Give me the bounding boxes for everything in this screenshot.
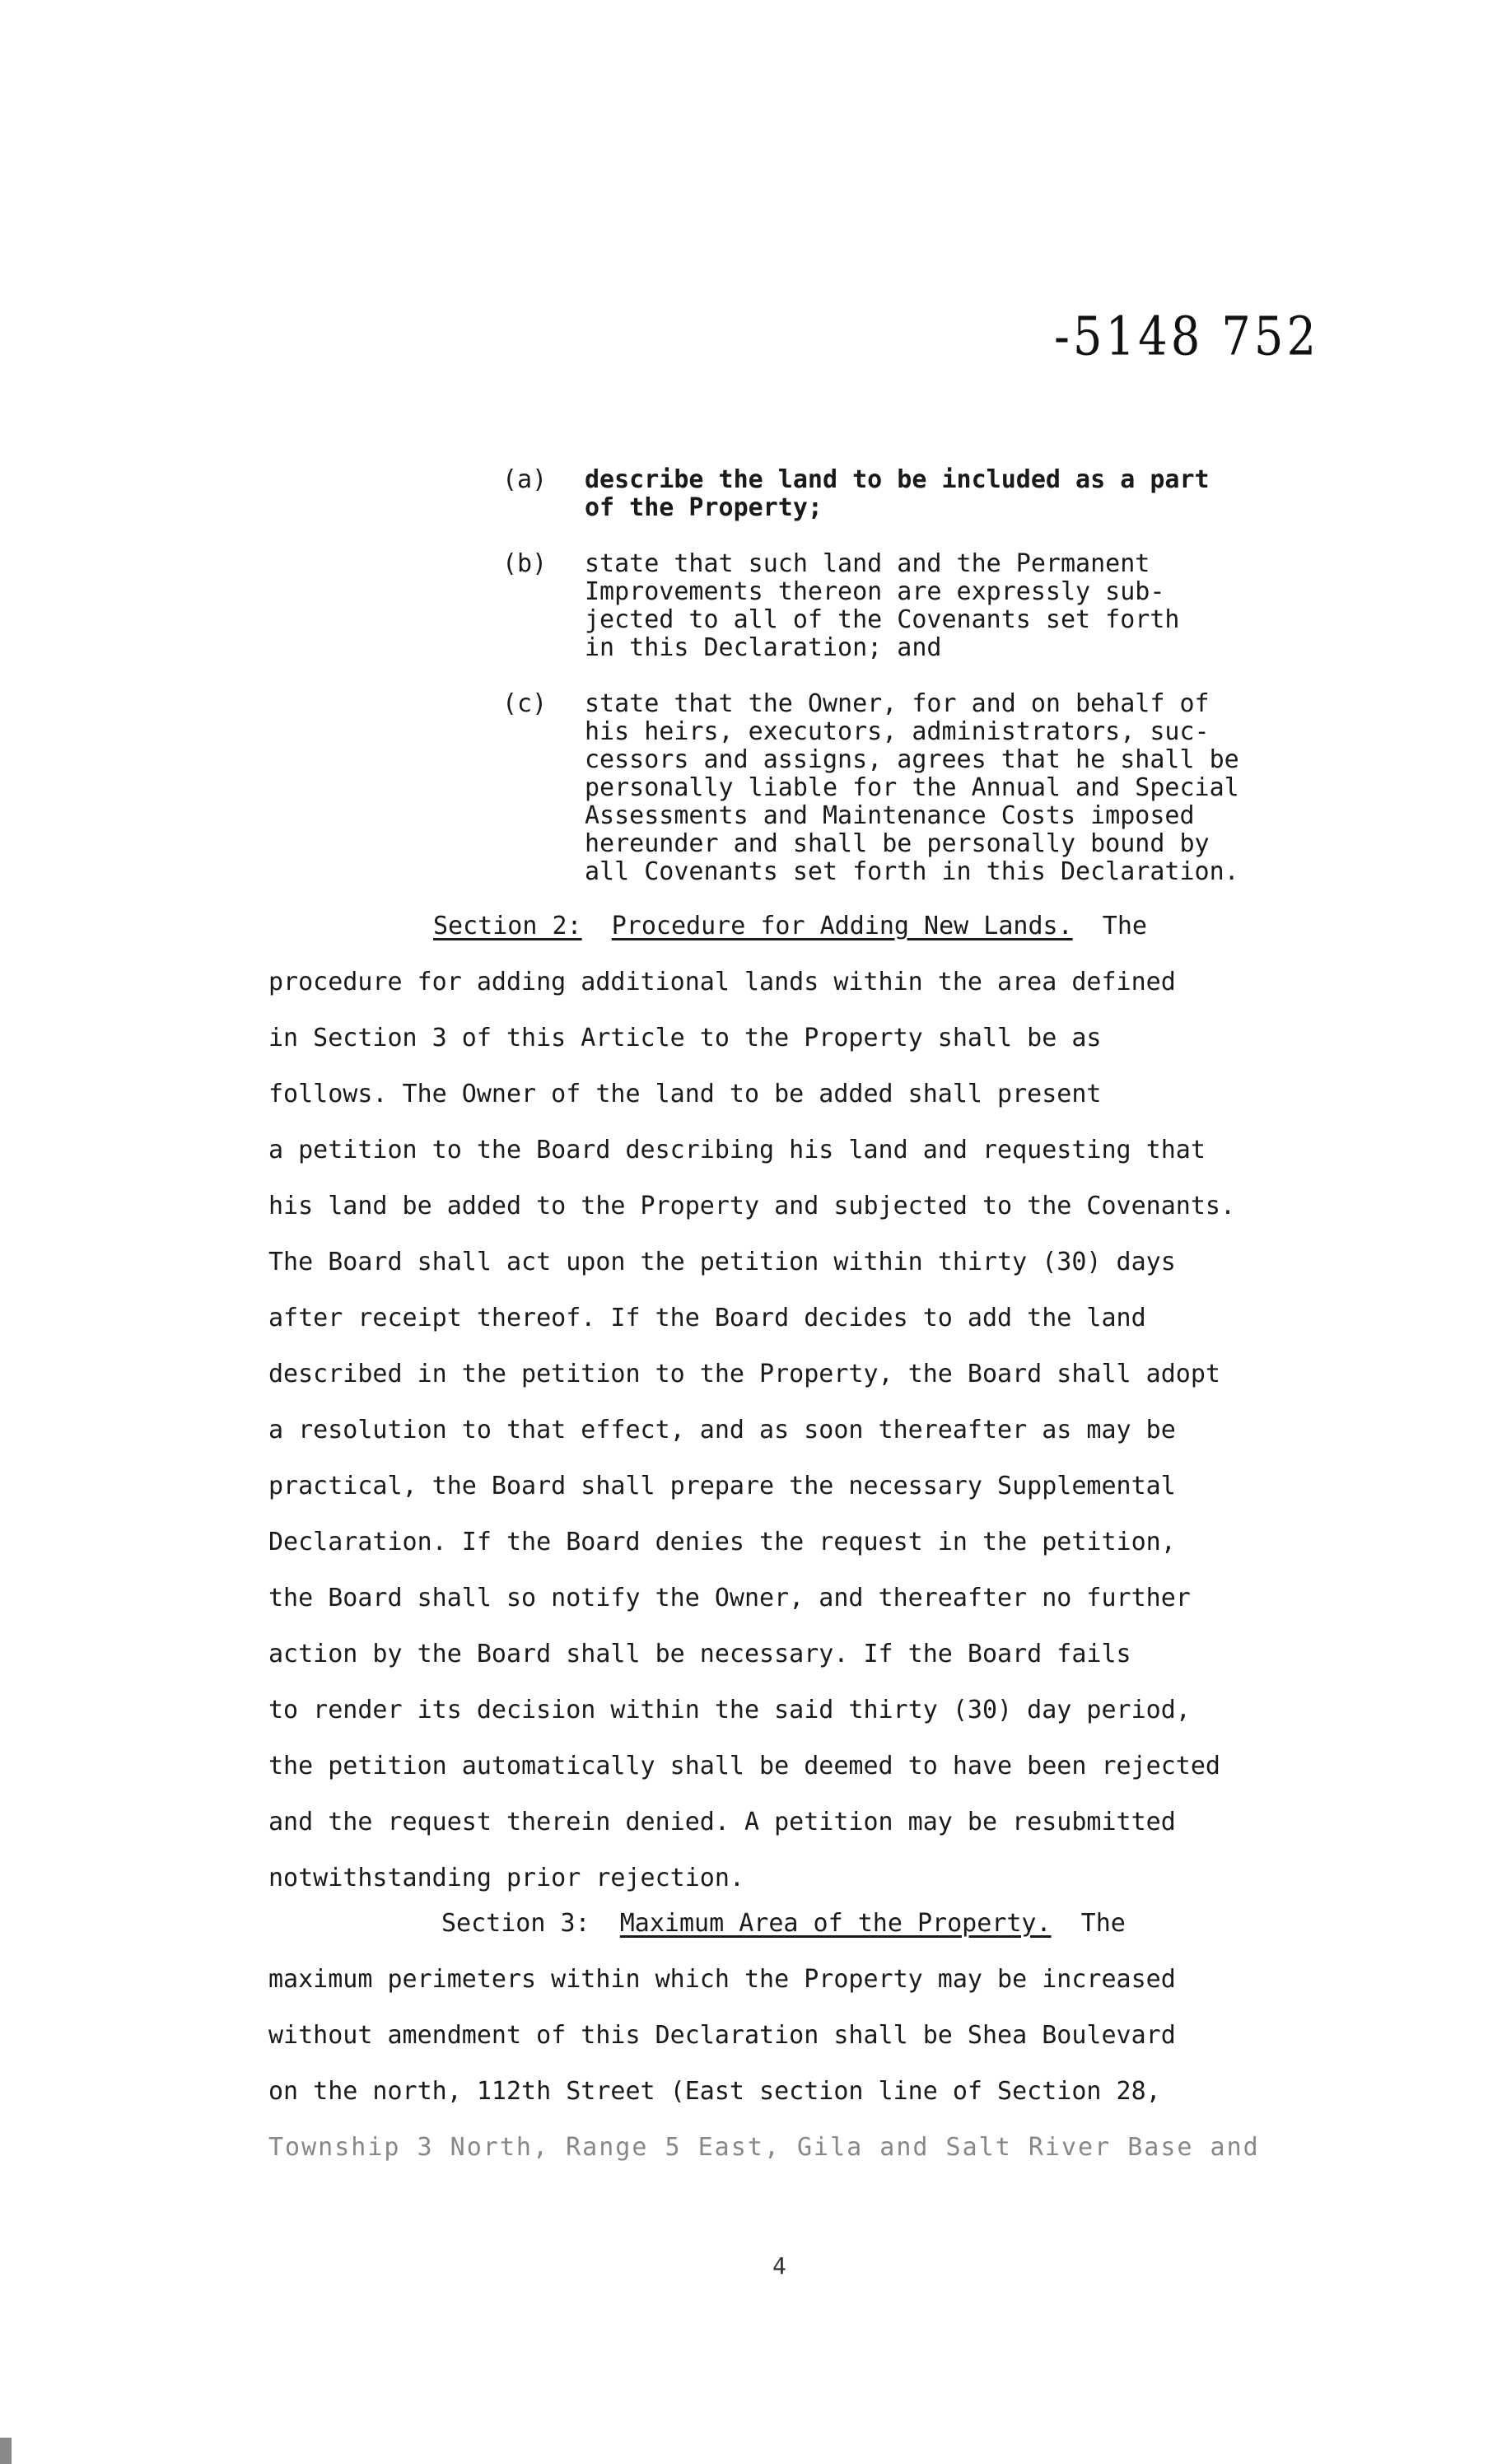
section-label: Section 3: [441, 1909, 590, 1938]
list-marker: (c) [502, 689, 548, 718]
section-label: Section 2: [433, 912, 582, 940]
paragraph-line: The Board shall act upon the petition within thirty (30) days [268, 1248, 1176, 1276]
paragraph-line: the petition automatically shall be deemed to have been rejected [268, 1752, 1220, 1780]
section-2 [268, 910, 1388, 1918]
list-item-text: state that such land and the Permanent Improvements thereon are expressly sub- jected to all of the Covenants set forth in this Declaration; and [585, 549, 1180, 662]
section-heading: Maximum Area of the Property. [619, 1909, 1052, 1938]
paragraph-line: the Board shall so notify the Owner, and thereafter no further [268, 1584, 1191, 1612]
paragraph-line: Township 3 North, Range 5 East, Gila and Salt River Base and [268, 2133, 1260, 2162]
section-lead: The [1102, 912, 1147, 940]
list-item-text: describe the land to be included as a part of the Property; [585, 465, 1210, 522]
section-heading: Procedure for Adding New Lands. [611, 912, 1073, 940]
paragraph-line: on the north, 112th Street (East section line of Section 28, [268, 2077, 1161, 2106]
section-heading-line [268, 910, 1388, 966]
list-item-text: state that the Owner, for and on behalf of his heirs, executors, administrators, suc- cessors and assigns, agrees that he shall be personally liable for the Annual and Special Assessments and Maintenance Costs imposed hereunder and shall be personally bound by all Covenants set forth in this Declaration. [585, 689, 1239, 886]
section-3 [268, 1907, 1388, 2187]
list-item-c [502, 690, 1392, 886]
list-marker: (a) [502, 465, 548, 494]
paragraph-line: to render its decision within the said thirty (30) day period, [268, 1696, 1191, 1724]
list-marker: (b) [502, 549, 548, 578]
scan-edge-mark [0, 2438, 12, 2464]
paragraph-line: practical, the Board shall prepare the necessary Supplemental [268, 1472, 1176, 1500]
paragraph-line: described in the petition to the Property, the Board shall adopt [268, 1360, 1220, 1388]
paragraph-line: follows. The Owner of the land to be added shall present [268, 1080, 1102, 1108]
list-item-a [502, 466, 1392, 522]
paragraph-line: a resolution to that effect, and as soon thereafter as may be [268, 1416, 1176, 1444]
page-number: 4 [772, 2252, 786, 2280]
paragraph-line: action by the Board shall be necessary. If the Board fails [268, 1640, 1131, 1668]
section-heading-line [268, 1907, 1388, 1963]
paragraph-line: after receipt thereof. If the Board decides to add the land [268, 1304, 1146, 1332]
paragraph-line: maximum perimeters within which the Property may be increased [268, 1965, 1176, 1994]
paragraph-line: in Section 3 of this Article to the Property shall be as [268, 1024, 1102, 1052]
paragraph-line: without amendment of this Declaration shall be Shea Boulevard [268, 2021, 1176, 2050]
paragraph-line: his land be added to the Property and subjected to the Covenants. [268, 1192, 1235, 1220]
paragraph-line: a petition to the Board describing his land and requesting that [268, 1136, 1206, 1164]
paragraph-line: notwithstanding prior rejection. [268, 1864, 744, 1892]
section-lead: The [1080, 1909, 1126, 1938]
list-item-b [502, 550, 1392, 662]
paragraph-line: and the request therein denied. A petition may be resubmitted [268, 1808, 1176, 1836]
paragraph-line: procedure for adding additional lands within the area defined [268, 968, 1176, 996]
paragraph-line: Declaration. If the Board denies the request in the petition, [268, 1528, 1176, 1556]
recording-stamp: -5148 752 [1054, 306, 1320, 368]
